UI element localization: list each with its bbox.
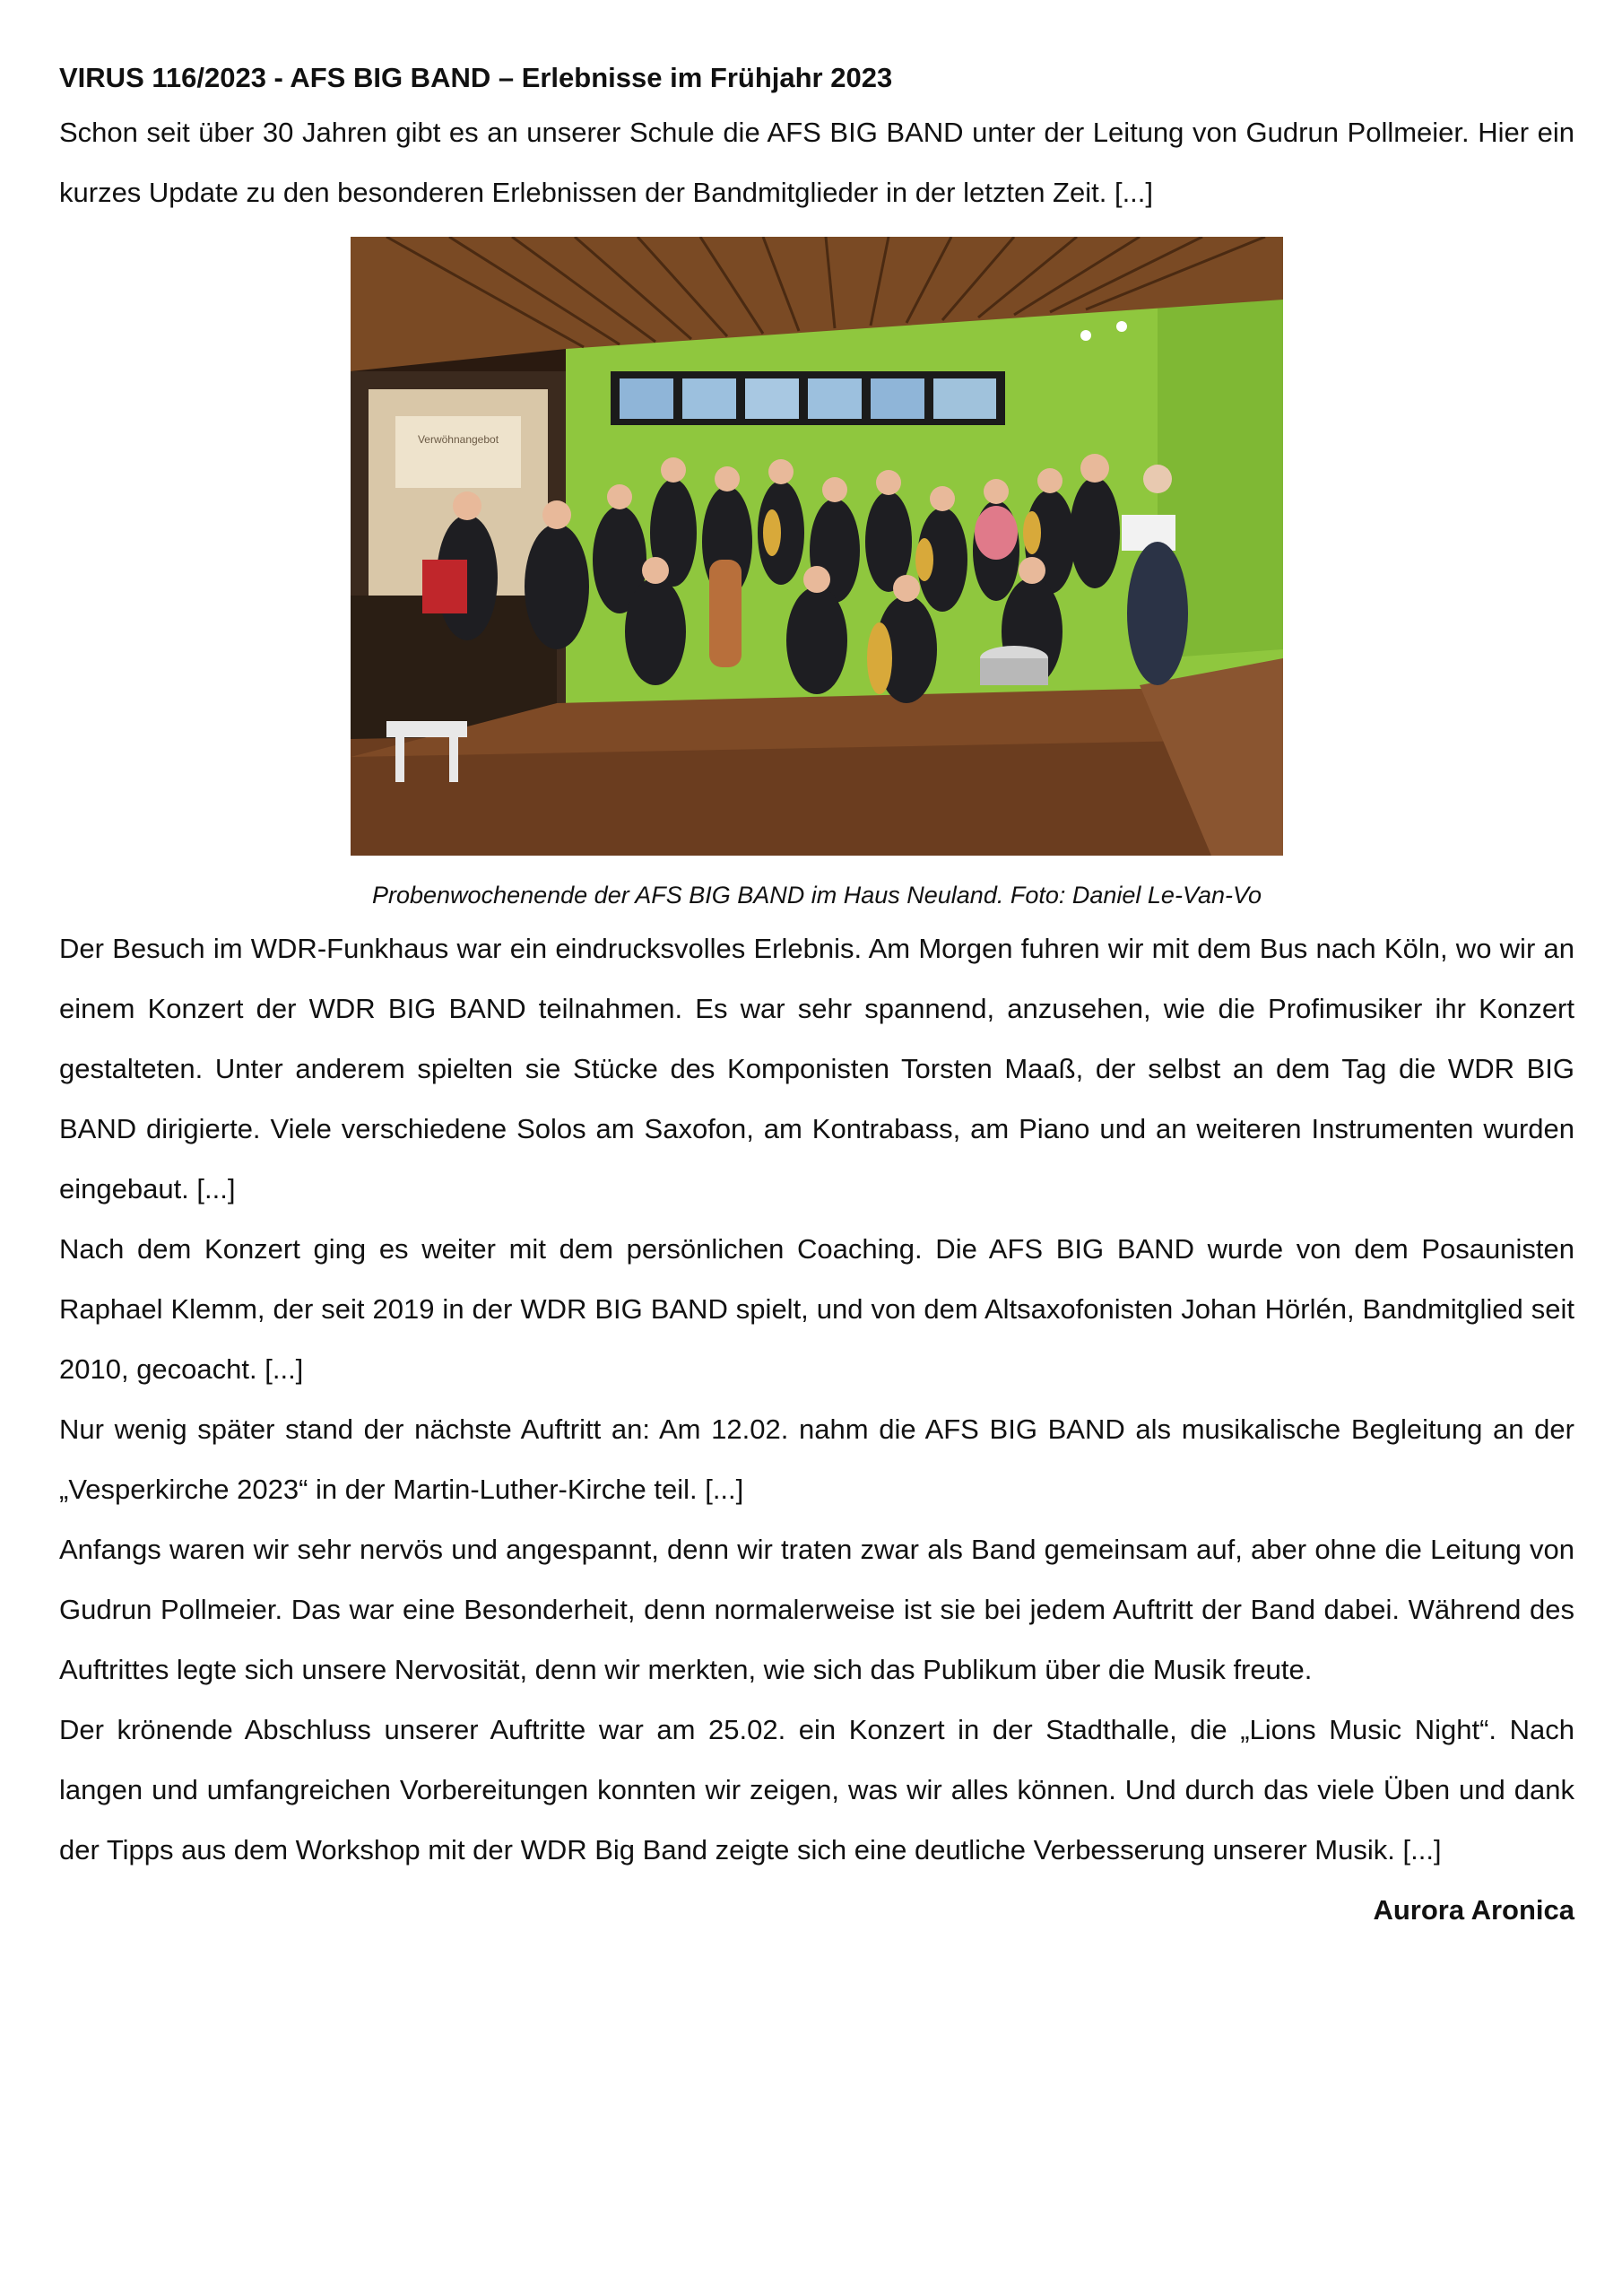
article-body xyxy=(59,918,1574,1880)
paragraph-wdr-visit: Der Besuch im WDR-Funkhaus war ein eindrucksvolles Erlebnis. Am Morgen fuhren wir mit dem Bus nach Köln, wo wir an einem Konzert der WDR BIG BAND teilnahmen. Es war sehr spannend, anzusehen, wie die Profimusiker ihr Konzert gestalteten. Unter anderem spielten sie Stücke des Komponisten Torsten Maaß, der selbst an dem Tag die WDR BIG BAND dirigierte. Viele verschiedene Solos am Saxofon, am Kontrabass, am Piano und an weiteren Instrumenten wurden eingebaut. [...] xyxy=(59,933,1574,1205)
paragraph-nervousness: Anfangs waren wir sehr nervös und angespannt, denn wir traten zwar als Band gemeinsam auf, aber ohne die Leitung von Gudrun Pollmeier. Das war eine Besonderheit, denn normalerweise ist sie bei jedem Auftritt der Band dabei. Während des Auftrittes legte sich unsere Nervosität, denn wir merkten, wie sich das Publikum über die Musik freute. xyxy=(59,1534,1574,1685)
photo-figure xyxy=(59,237,1574,913)
article xyxy=(59,56,1574,1940)
intro-paragraph: Schon seit über 30 Jahren gibt es an unserer Schule die AFS BIG BAND unter der Leitung von Gudrun Pollmeier. Hier ein kurzes Update zu den besonderen Erlebnissen der Bandmitglieder in der letzten Zeit. [...] xyxy=(59,117,1574,208)
article-title: VIRUS 116/2023 - AFS BIG BAND – Erlebnisse im Frühjahr 2023 xyxy=(59,62,893,93)
paragraph-coaching: Nach dem Konzert ging es weiter mit dem persönlichen Coaching. Die AFS BIG BAND wurde von dem Posaunisten Raphael Klemm, der seit 2019 in der WDR BIG BAND spielt, und von dem Altsaxofonisten Johan Hörlén, Bandmitglied seit 2010, gecoacht. [...] xyxy=(59,1233,1574,1385)
author-name: Aurora Aronica xyxy=(1373,1894,1574,1926)
paragraph-vesperkirche: Nur wenig später stand der nächste Auftritt an: Am 12.02. nahm die AFS BIG BAND als musikalische Begleitung an der „Vesperkirche 2023“ in der Martin-Luther-Kirche teil. [...] xyxy=(59,1413,1574,1505)
photo-sign-text: Verwöhnangebot xyxy=(417,433,499,446)
band-photo xyxy=(351,237,1283,856)
photo-caption: Probenwochenende der AFS BIG BAND im Haus Neuland. Foto: Daniel Le-Van-Vo xyxy=(371,882,1262,909)
paragraph-lions-music-night: Der krönende Abschluss unserer Auftritte war am 25.02. ein Konzert in der Stadthalle, die „Lions Music Night“. Nach langen und umfangreichen Vorbereitungen konnten wir zeigen, was wir alles können. Und durch das viele Üben und dank der Tipps aus dem Workshop mit der WDR Big Band zeigte sich eine deutliche Verbesserung unserer Musik. [...] xyxy=(59,1714,1574,1866)
